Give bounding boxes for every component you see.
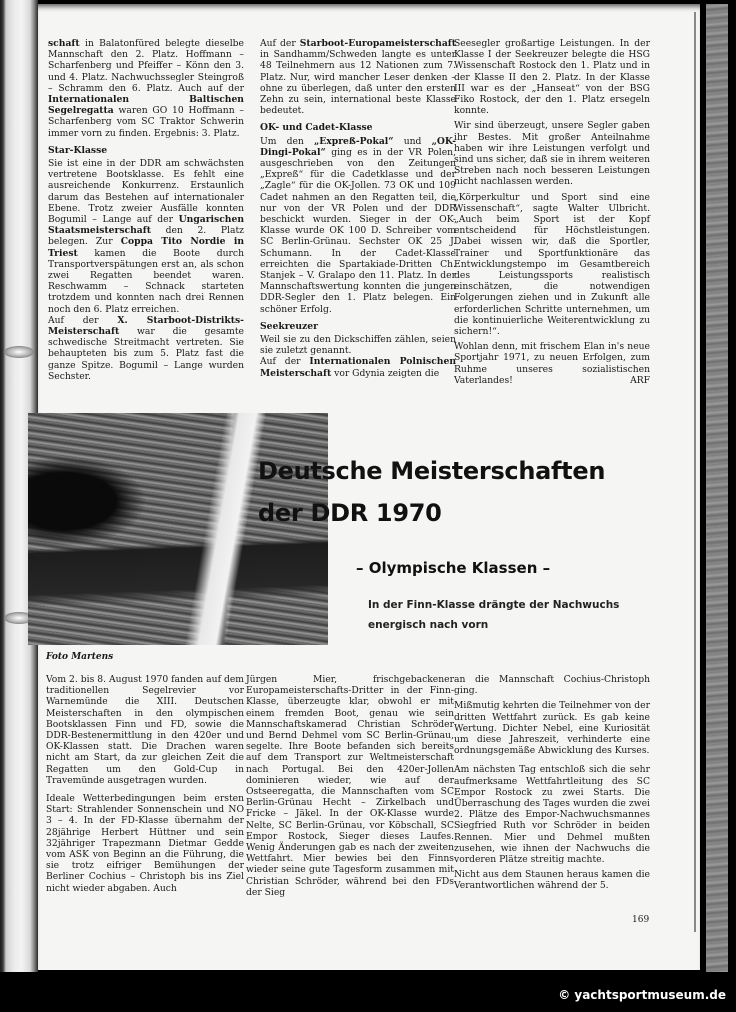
section-heading-seekreuzer: Seekreuzer [260,320,318,332]
paragraph: Mißmutig kehrten die Teilnehmer von der dritten Wettfahrt zurück. Es gab keine Wertung. Dichter Nebel, eine Kuriosität um diese Jahreszeit, verhinderte eine ordnungsgemäße Abwicklung des Kurses. [454,700,650,757]
paragraph: Um den „Expreß-Pokal“ und „OK-Dingi-Pokal“ ging es in der VR Polen, ausgeschrieben von den Zeitungen „Expreß“ für die Cadetklasse und der „Zagle“ für die OK-Jollen. 73 OK und 109 Cadet nahmen an den Regatten teil, die nur von der VR Polen und der DDR beschickt wurden. Sieger in der OK-Klasse wurde OK 100 D. Schreiber vom SC Berlin-Grünau. Sechster OK 25 J. Schumann. In der Cadet-Klasse erreichten die Spartakiade-Dritten Ch. Stanjek – V. Gralapo den 11. Platz. In der Mannschaftswertung konnten die jungen DDR-Segler den 1. Platz belegen. Ein schöner Erfolg. [260,135,456,315]
top-column-2 [260,38,456,383]
paragraph: Auf der X. Starboot-Distrikts-Meisterschaft war die gesamte schwedische Streitmacht vertreten. Sie behaupteten bis zum 5. Platz fast die ganze Spitze. Bogumil – Lange wurden Sechster. [48,314,244,382]
paragraph: Jürgen Mier, frischgebackener Europameisterschafts-Dritter in der Finn-Klasse, überzeugte klar, obwohl er mit einem fremden Boot, genau wie sein Mannschaftskamerad Christian Schröder und Bernd Dehmel vom SC Berlin-Grünau, segelte. Ihre Boote befanden sich bereits auf dem Transport zur Weltmeisterschaft nach Portugal. Bei den 420er-Jollen dominieren wieder, wie auf der Ostseeregatta, die Mannschaften vom SC Berlin-Grünau Hecht – Zirkelbach und Fricke – Jäkel. In der OK-Klasse wurde Nelte, SC Berlin-Grünau, vor Köbschall, SC Empor Rostock, Sieger dieses Laufes. Wenig Änderungen gab es nach der zweiten Wettfahrt. Mier bewies bei den Finns wieder seine gute Tagesform zusammen mit Christian Schröder, während bei den FDs der Sieg [246,674,454,898]
page-number: 169 [632,915,650,925]
copyright-watermark: © yachtsportmuseum.de [558,988,726,1002]
paragraph: Ideale Wetterbedingungen beim ersten Start: Strahlender Sonnenschein und NO 3 – 4. In der FD-Klasse übernahm der 28jährige Herbert Hüttner und sein 32jähriger Trapezmann Dietmar Gedde vom ASK von Beginn an die Führung, die sie trotz eifriger Bemühungen der Berliner Cochius – Christoph bis ins Ziel nicht wieder abgaben. Auch [46,793,244,894]
paragraph: „Körperkultur und Sport sind eine Wissenschaft“, sagte Walter Ulbricht. „Auch beim Sport ist der Kopf entscheidend für Höchstleistungen. Dabei wissen wir, daß die Sportler, Trainer und Sportfunktionäre das Entwicklungstempo im Gesamtbereich des Leistungssports realistisch einschätzen, die notwendigen Folgerungen ziehen und in Zukunft alle erforderlichen Schritte unternehmen, um die kontinuierliche Weiterentwicklung zu sichern!“. [454,191,650,338]
paragraph: schaft in Balatonfüred belegte dieselbe Mannschaft den 2. Platz. Hoffmann – Scharfenberg und Pfeiffer – Könn den 3. und 4. Platz. Nachwuchssegler Steingroß – Schramm den 6. Platz. Auch auf der Internationalen Baltischen Segelregatta waren GO 10 Hoffmann – Scharfenberg vom SC Traktor Schwerin immer vorn zu finden. Ergebnis: 3. Platz. [48,38,244,139]
bottom-column-2 [246,674,454,902]
paragraph: Vom 2. bis 8. August 1970 fanden auf dem traditionellen Segelrevier vor Warnemünde die XIII. Deutschen Meisterschaften in den olympischen Bootsklassen Finn und FD, sowie die DDR-Bestenermittlung in den 420er und OK-Klassen statt. Die Drachen waren nicht am Start, da zur gleichen Zeit die Regatten um den Gold-Cup in Travemünde ausgetragen wurden. [46,674,244,786]
section-heading-ok: OK- und Cadet-Klasse [260,122,373,134]
paragraph: Auf der Starboot-Europameisterschaft in Sandhamm/Schweden langte es unter 48 Teilnehmern aus 12 Nationen zum 7. Platz. Nur, wird mancher Leser denken – ohne zu überlegen, daß unter den ersten Zehn zu sein, international beste Klasse bedeutet. [260,38,456,117]
paragraph: Wohlan denn, mit frischem Elan in's neue Sportjahr 1971, zu neuen Erfolgen, zum Ruhme unseres sozialistischen Vaterlandes! ARF [454,341,650,386]
paragraph: Wir sind überzeugt, unsere Segler gaben ihr Bestes. Mit großer Anteilnahme haben wir ihre Leistungen verfolgt und sind uns sicher, daß sie in ihrem weiteren Streben nach noch besseren Leistungen nicht nachlassen werden. [454,120,650,188]
binding-hole-top [4,346,34,358]
section-heading-star: Star-Klasse [48,144,108,156]
photo-caption: Foto Martens [46,652,114,662]
article-title: Deutsche Meisterschaften der DDR 1970 [258,457,606,527]
magazine-page [38,4,700,970]
paragraph: Seesegler großartige Leistungen. In der Klasse I der Seekreuzer belegte die HSG Wissenschaft Rostock den 1. Platz und in der Klasse II den 2. Platz. In der Klasse III war es der „Hanseat“ von der BSG Fiko Rostock, der den 1. Platz ersegeln konnte. [454,38,650,117]
page-edge-stack [706,4,728,972]
paragraph: Weil sie zu den Dickschiffen zählen, seien sie zuletzt genannt. [260,334,456,357]
top-column-1 [48,38,244,386]
paragraph: Sie ist eine in der DDR am schwächsten vertretene Bootsklasse. Es fehlt eine ausreichende Konkurrenz. Erstaunlich darum das Bestehen auf internationaler Ebene. Trotz zweier Ausfälle konnten Bogumil – Lange auf der Ungarischen Staatsmeisterschaft den 2. Platz belegen. Zur Coppa Tito Nordie in Triest kamen die Boote durch Transportverspätungen erst an, als schon zwei Regatten beendet waren. Reschwamm – Schnack starteten trotzdem und konnten nach drei Rennen noch den 6. Platz erreichen. [48,158,244,315]
paragraph: Nicht aus dem Staunen heraus kamen die Verantwortlichen während der 5. [454,869,650,892]
paragraph: Auf der Internationalen Polnischen Meisterschaft vor Gdynia zeigten die [260,356,456,379]
article-subtitle: – Olympische Klassen – [356,559,551,577]
bottom-column-3 [454,674,650,896]
bottom-column-1 [46,674,244,898]
paragraph: Am nächsten Tag entschloß sich die sehr aufmerksame Wettfahrtleitung des SC Empor Rostock zu zwei Starts. Die Überraschung des Tages wurden die zwei 2. Plätze des Empor-Nachwuchsmannes Siegfried Ruth vor Schröder in beiden Rennen. Mier und Dehmel mußten zusehen, wie ihnen der Nachwuchs die vorderen Plätze streitig machte. [454,764,650,866]
author-signature: ARF [630,374,650,386]
paragraph: an die Mannschaft Cochius-Christoph ging. [454,674,650,697]
page-margin-rule [694,12,696,932]
article-deck: In der Finn-Klasse drängte der Nachwuchs energisch nach vorn [368,599,620,631]
top-column-3 [454,38,650,386]
